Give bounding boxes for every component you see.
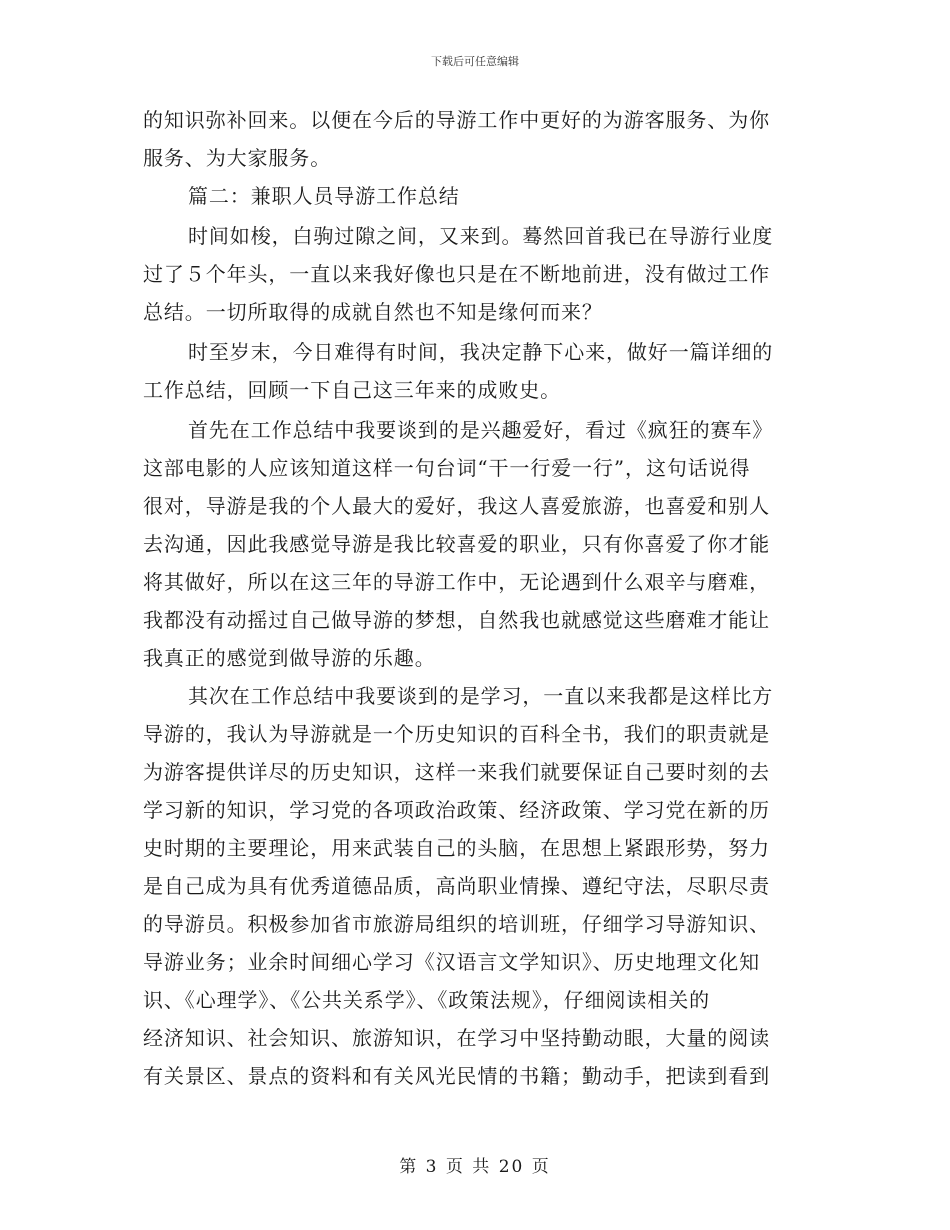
body-line: 是自己成为具有优秀道德品质，高尚职业情操、遵纪守法，尽职尽责 <box>143 874 770 898</box>
body-line: 服务、为大家服务。 <box>143 146 332 170</box>
body-line: 的导游员。积极参加省市旅游局组织的培训班，仔细学习导游知识、 <box>143 912 770 936</box>
section-heading: 篇二：兼职人员导游工作总结 <box>188 184 460 208</box>
body-line: 很对，导游是我的个人最大的爱好，我这人喜爱旅游，也喜爱和别人 <box>143 494 770 518</box>
page-number: 第 3 页 共 20 页 <box>399 1157 551 1177</box>
body-line: 这部电影的人应该知道这样一句台词“干一行爱一行”，这句话说得 <box>143 456 751 480</box>
body-line: 识、《心理学》、《公共关系学》、《政策法规》，仔细阅读相关的 <box>143 988 710 1012</box>
body-line: 时至岁末，今日难得有时间，我决定静下心来，做好一篇详细的 <box>188 340 774 364</box>
body-line: 我都没有动摇过自己做导游的梦想，自然我也就感觉这些磨难才能让 <box>143 608 770 632</box>
body-line: 去沟通，因此我感觉导游是我比较喜爱的职业，只有你喜爱了你才能 <box>143 532 770 556</box>
body-line: 将其做好，所以在这三年的导游工作中，无论遇到什么艰辛与磨难， <box>143 570 770 594</box>
body-line: 工作总结，回顾一下自己这三年来的成败史。 <box>143 378 561 402</box>
body-line: 时间如梭，白驹过隙之间，又来到。蓦然回首我已在导游行业度 <box>188 224 774 248</box>
body-line: 导游的，我认为导游就是一个历史知识的百科全书，我们的职责就是 <box>143 722 770 746</box>
body-line: 学习新的知识，学习党的各项政治政策、经济政策、学习党在新的历 <box>143 798 770 822</box>
body-line: 其次在工作总结中我要谈到的是学习，一直以来我都是这样比方 <box>188 684 774 708</box>
body-line: 过了５个年头，一直以来我好像也只是在不断地前进，没有做过工作 <box>143 262 770 286</box>
body-line: 首先在工作总结中我要谈到的是兴趣爱好，看过《疯狂的赛车》 <box>188 418 774 442</box>
body-line: 为游客提供详尽的历史知识，这样一来我们就要保证自己要时刻的去 <box>143 760 770 784</box>
body-line: 导游业务；业余时间细心学习《汉语言文学知识》、历史地理文化知 <box>143 950 760 974</box>
body-line: 的知识弥补回来。以便在今后的导游工作中更好的为游客服务、为你 <box>143 108 770 132</box>
body-line: 经济知识、社会知识、旅游知识，在学习中坚持勤动眼，大量的阅读 <box>143 1026 770 1050</box>
page-header-note: 下载后可任意编辑 <box>431 55 519 68</box>
body-line: 史时期的主要理论，用来武装自己的头脑，在思想上紧跟形势，努力 <box>143 836 770 860</box>
body-line: 我真正的感觉到做导游的乐趣。 <box>143 646 436 670</box>
body-line: 总结。一切所取得的成就自然也不知是缘何而来？ <box>143 300 603 324</box>
body-line: 有关景区、景点的资料和有关风光民情的书籍；勤动手，把读到看到 <box>143 1064 770 1088</box>
